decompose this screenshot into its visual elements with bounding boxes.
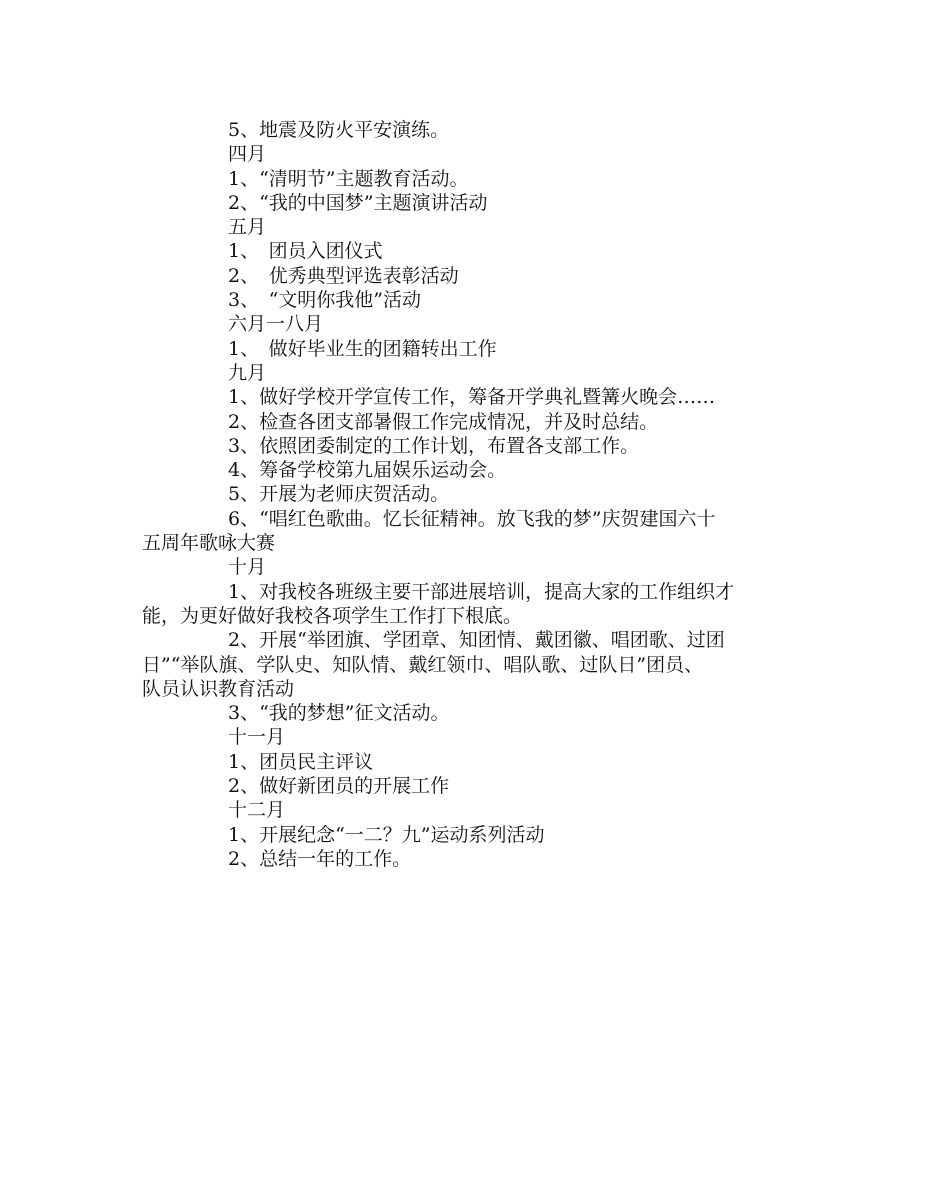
list-item: 2、检查各团支部暑假工作完成情况，并及时总结。 [228, 410, 659, 433]
month-heading: 六月一八月 [228, 313, 324, 336]
month-heading: 四月 [228, 143, 267, 166]
document-body [142, 118, 832, 871]
list-item: 2、总结一年的工作。 [228, 847, 412, 870]
list-item: 3、 “文明你我他”活动 [228, 289, 422, 312]
list-item-continuation: 日”“举队旗、学队史、知队情、戴红领巾、唱队歌、过队日”团员、 [142, 653, 704, 676]
list-item: 2、“我的中国梦”主题演讲活动 [228, 191, 488, 214]
list-item: 1、 团员入团仪式 [228, 240, 383, 263]
list-item: 2、做好新团员的开展工作 [228, 775, 450, 798]
month-heading: 十二月 [228, 799, 286, 822]
list-item-continuation: 能，为更好做好我校各项学生工作打下根底。 [142, 604, 523, 627]
list-item: 3、依照团委制定的工作计划，布置各支部工作。 [228, 434, 640, 457]
list-item-continuation: 五周年歌咏大赛 [142, 532, 276, 555]
list-item: 1、开展纪念“一二？九”运动系列活动 [228, 823, 545, 846]
list-item: 3、“我的梦想”征文活动。 [228, 702, 450, 725]
list-item: 5、开展为老师庆贺活动。 [228, 483, 450, 506]
month-heading: 九月 [228, 361, 267, 384]
list-item-continuation: 队员认识教育活动 [142, 677, 295, 700]
list-item: 1、团员民主评议 [228, 750, 374, 773]
month-heading: 五月 [228, 216, 267, 239]
list-item-line: 6、“唱红色歌曲。忆长征精神。放飞我的梦”庆贺建国六十 [228, 507, 716, 530]
list-item: 5、地震及防火平安演练。 [228, 119, 450, 141]
list-item-line: 1、对我校各班级主要干部进展培训，提高大家的工作组织才 [228, 580, 735, 603]
month-heading: 十一月 [228, 726, 286, 749]
list-item: 1、“清明节”主题教育活动。 [228, 167, 469, 190]
list-item: 4、筹备学校第九届娱乐运动会。 [228, 459, 507, 482]
month-heading: 十月 [228, 556, 267, 579]
list-item: 1、做好学校开学宣传工作，筹备开学典礼暨篝火晚会…… [228, 386, 716, 409]
list-item-line: 2、开展“举团旗、学团章、知团情、戴团徽、唱团歌、过团 [228, 629, 725, 652]
list-item: 2、 优秀典型评选表彰活动 [228, 264, 459, 287]
list-item: 1、 做好毕业生的团籍转出工作 [228, 337, 497, 360]
